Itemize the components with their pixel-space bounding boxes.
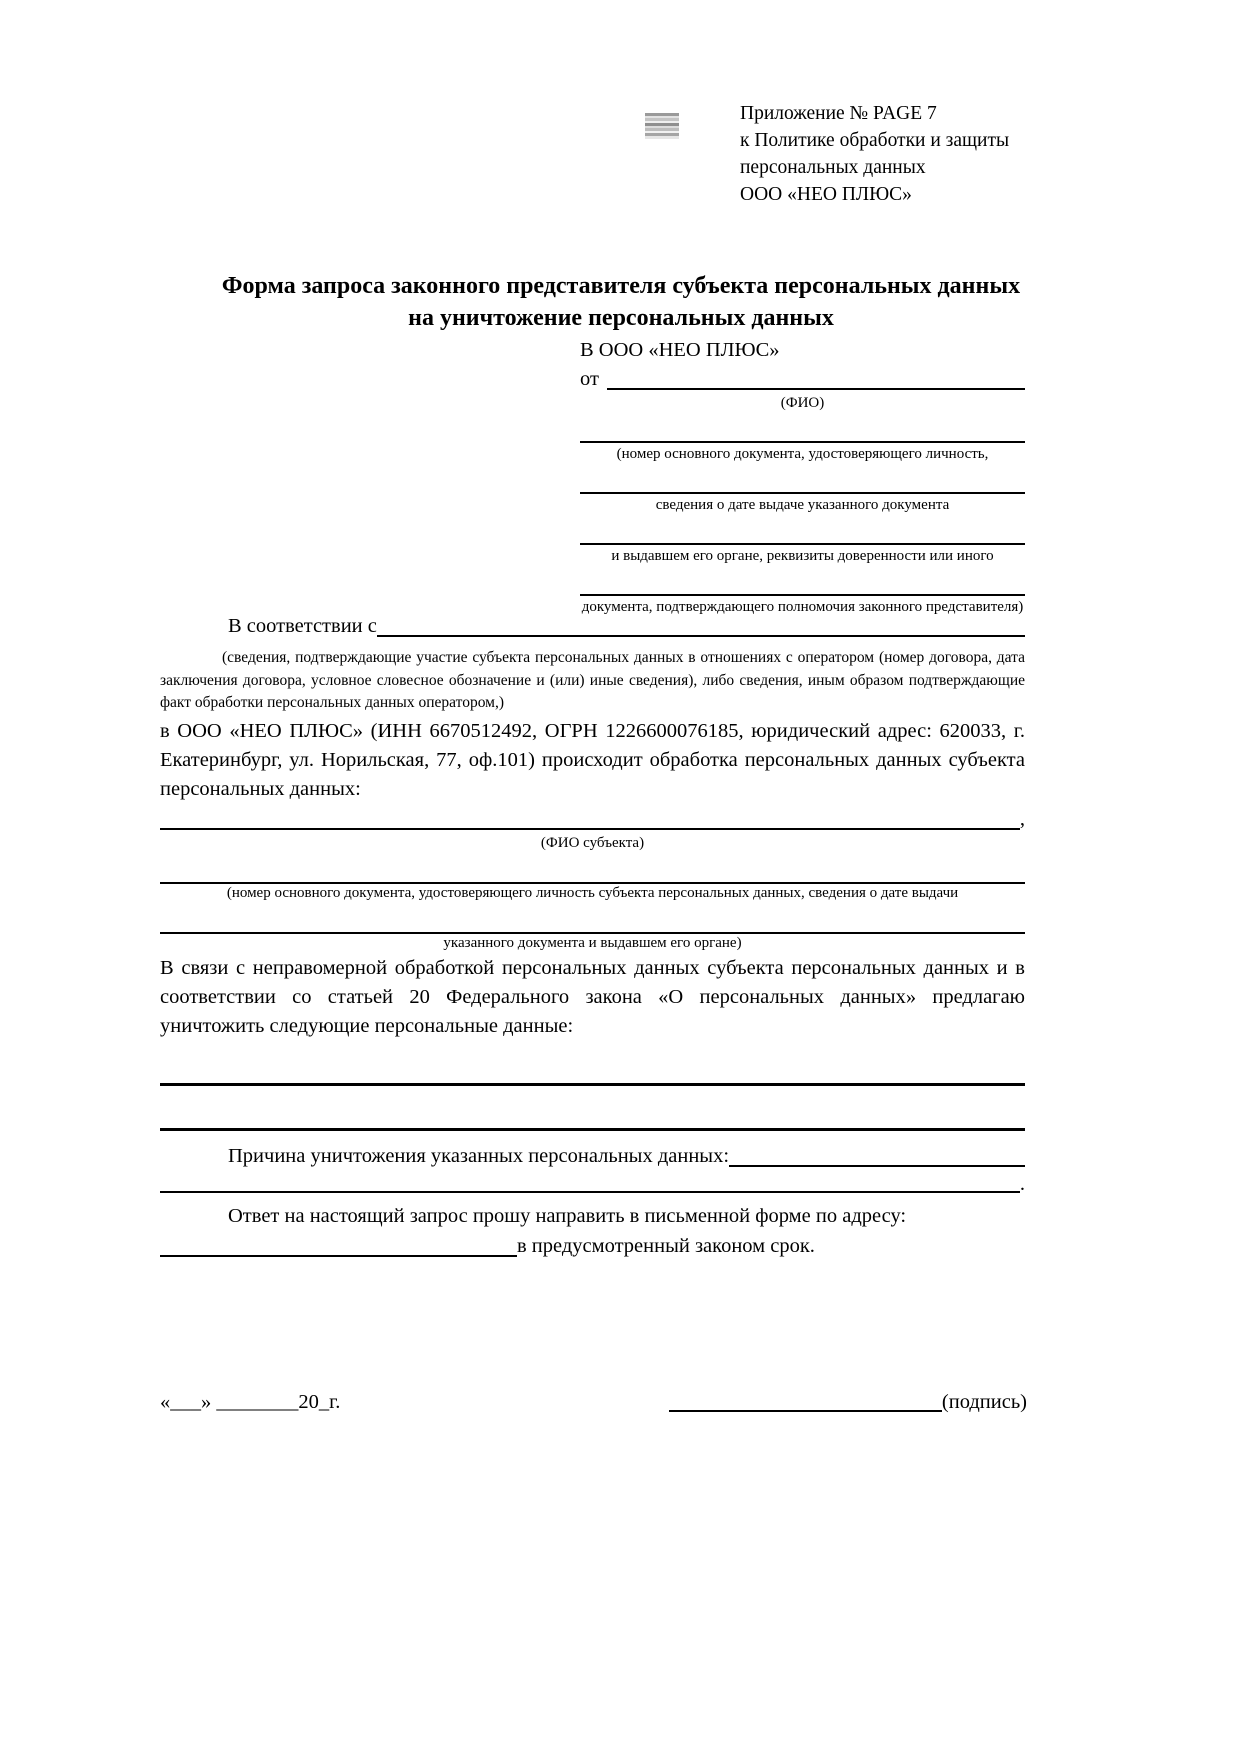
date-field: «___» ________20_г. <box>160 1391 341 1413</box>
issue-date-blank-line <box>580 463 1025 494</box>
request-paragraph: В связи с неправомерной обработкой персональных данных субъекта персональных данных и в соответствии со статьей 20 Федерального закона «О персональных данных» предлагаю уничтожить следующие персональные данные: <box>160 956 1025 1037</box>
footer-row <box>160 1388 1027 1416</box>
from-row <box>580 364 1025 394</box>
from-label: от <box>580 368 599 390</box>
subject-fio-row <box>160 804 1025 834</box>
subject-doc-blank-line-1 <box>160 852 1025 884</box>
reason-continuation-row <box>160 1171 1025 1197</box>
subject-doc-caption-2: указанного документа и выдавшем его органе) <box>443 934 742 951</box>
signature-caption: (подпись) <box>941 1391 1027 1413</box>
operator-paragraph: в ООО «НЕО ПЛЮС» (ИНН 6670512492, ОГРН 1226600076185, юридический адрес: 620033, г. Екатеринбург, ул. Норильская, 77, оф.101) происходит обработка персональных данных субъекта персональных данных: <box>160 719 1025 800</box>
accordance-label: В соответствии с <box>228 615 377 637</box>
accordance-blank-line <box>377 635 1025 637</box>
main-body <box>160 612 1025 1261</box>
reason-blank-line <box>729 1165 1025 1167</box>
addressee-block <box>580 336 1025 616</box>
fio-blank-line <box>607 388 1025 390</box>
fio-caption: (ФИО) <box>780 395 825 411</box>
header-block <box>740 100 1009 208</box>
reason-continuation-line <box>160 1191 1020 1193</box>
data-blank-line-1 <box>160 1051 1025 1086</box>
document-title-line-2: на уничтожение персональных данных <box>408 305 834 331</box>
reply-address-blank-line <box>160 1255 517 1257</box>
subject-fio-caption: (ФИО субъекта) <box>540 834 645 851</box>
signature-blank-line <box>669 1410 942 1412</box>
comma-suffix: , <box>1019 807 1025 830</box>
document-title <box>120 270 1122 334</box>
subject-doc-caption-1: (номер основного документа, удостоверяющего личность субъекта персональных данных, сведения о дате выдачи <box>226 884 959 901</box>
accordance-note: (сведения, подтверждающие участие субъекта персональных данных в отношениях с оператором (номер договора, дата заключения договора, условное словесное обозначение и (или) иные сведения), либо сведения, иным образом подтверждающие факт обработки персональных данных оператором,) <box>160 649 1025 711</box>
doc-number-blank-line <box>580 412 1025 443</box>
document-title-line-1: Форма запроса законного представителя субъекта персональных данных <box>221 273 1021 299</box>
doc-number-caption: (номер основного документа, удостоверяющего личность, <box>616 446 989 462</box>
reason-label: Причина уничтожения указанных персональных данных: <box>228 1144 730 1167</box>
reply-line: Ответ на настоящий запрос прошу направить в письменной форме по адресу: <box>228 1204 907 1227</box>
reply-suffix: в предусмотренный законом срок. <box>517 1234 815 1257</box>
policy-line-1: к Политике обработки и защиты <box>740 130 1010 151</box>
issuing-authority-caption: и выдавшем его органе, реквизиты доверенности или иного <box>611 548 994 564</box>
data-blank-line-2 <box>160 1086 1025 1131</box>
accordance-row <box>160 612 1025 641</box>
policy-line-2: персональных данных <box>740 157 926 178</box>
issuing-authority-blank-line <box>580 514 1025 545</box>
appendix-line: Приложение № PAGE 7 <box>740 103 937 124</box>
authority-doc-caption: документа, подтверждающего полномочия законного представителя) <box>581 599 1024 615</box>
subject-fio-blank-line <box>160 828 1020 830</box>
period-suffix: . <box>1019 1172 1025 1195</box>
header-org-name: ООО «НЕО ПЛЮС» <box>740 184 912 205</box>
signature-block <box>669 1388 1027 1416</box>
reason-row <box>160 1141 1025 1171</box>
reply-address-row <box>160 1231 1025 1261</box>
subject-doc-blank-line-2 <box>160 902 1025 934</box>
issue-date-caption: сведения о дате выдаче указанного документа <box>655 497 950 513</box>
field-code-artifact-icon <box>645 113 679 139</box>
authority-doc-blank-line <box>580 565 1025 596</box>
addressee-org: В ООО «НЕО ПЛЮС» <box>580 339 780 361</box>
